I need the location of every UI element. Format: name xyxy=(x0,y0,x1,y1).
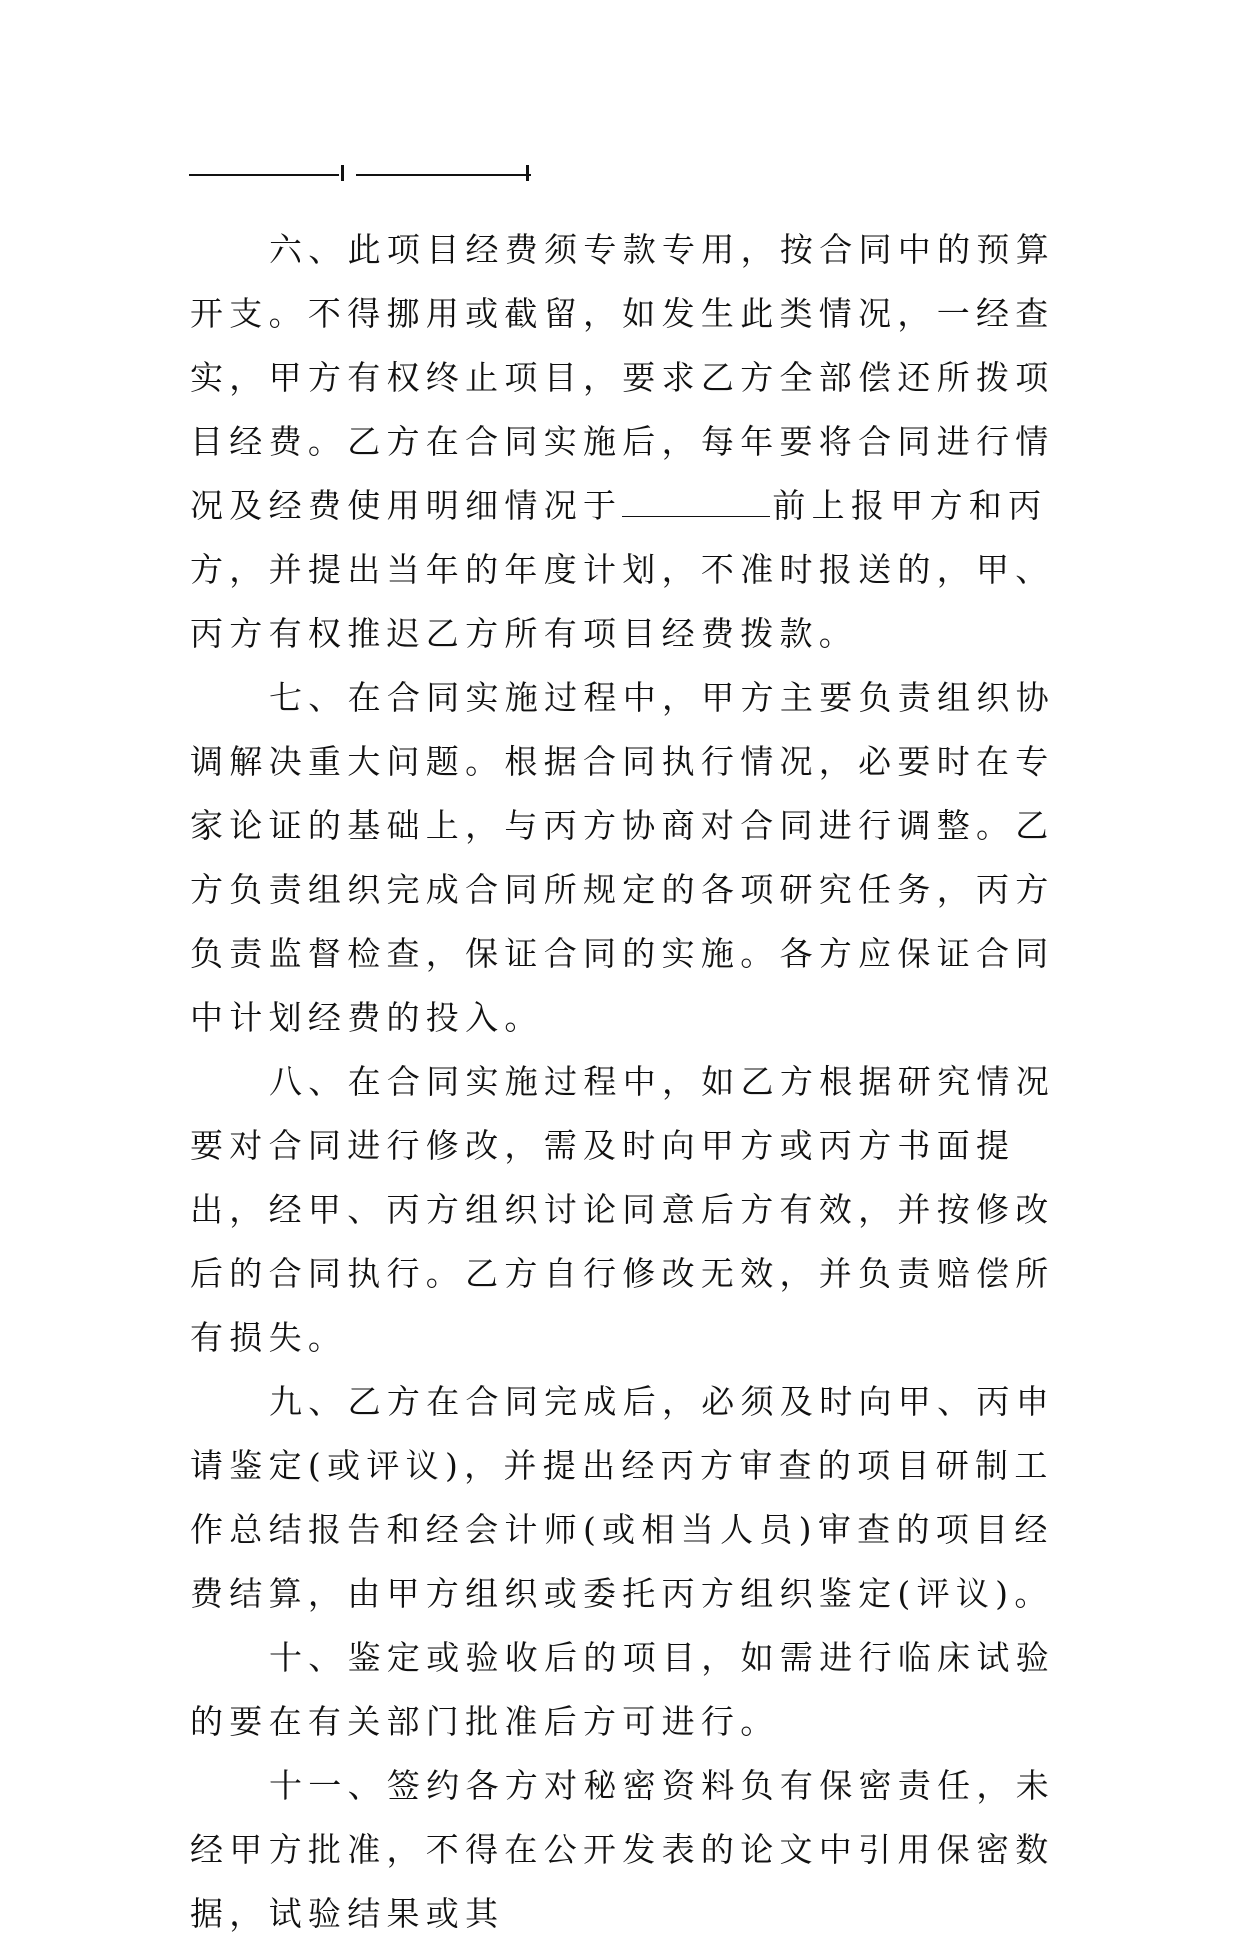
report-date-blank[interactable] xyxy=(622,488,770,517)
clause-6 xyxy=(190,218,1070,666)
clause-10: 十、鉴定或验收后的项目，如需进行临床试验的要在有关部门批准后方可进行。 xyxy=(190,1638,1055,1741)
clause-6-text-before-blank: 六、此项目经费须专款专用，按合同中的预算开支。不得挪用或截留，如发生此类情况，一经查实，甲方有权终止项目，要求乙方全部偿还所拨项目经费。乙方在合同实施后，每年要将合同进行情况及经费使用明细情况于 xyxy=(190,230,1055,525)
clause-6-text-after-blank: 前上报甲方和丙方，并提出当年的年度计划，不准时报送的，甲、丙方有权推迟乙方所有项目经费拨款。 xyxy=(190,486,1055,653)
clause-7: 七、在合同实施过程中，甲方主要负责组织协调解决重大问题。根据合同执行情况，必要时在专家论证的基础上，与丙方协商对合同进行调整。乙方负责组织完成合同所规定的各项研究任务，丙方负责监督检查，保证合同的实施。各方应保证合同中计划经费的投入。 xyxy=(190,678,1055,1037)
clause-11: 十一、签约各方对秘密资料负有保密责任，未经甲方批准，不得在公开发表的论文中引用保密数据，试验结果或其 xyxy=(190,1766,1055,1933)
line-end-mark xyxy=(526,165,529,181)
underline-segment xyxy=(189,174,339,176)
signature-line-fragment xyxy=(189,163,574,185)
line-divider-mark xyxy=(341,165,344,181)
underline-segment xyxy=(356,174,531,176)
clause-9: 九、乙方在合同完成后，必须及时向甲、丙申请鉴定(或评议)，并提出经丙方审查的项目研制工作总结报告和经会计师(或相当人员)审查的项目经费结算，由甲方组织或委托丙方组织鉴定(评议)。 xyxy=(190,1382,1055,1613)
clause-8: 八、在合同实施过程中，如乙方根据研究情况要对合同进行修改，需及时向甲方或丙方书面提出，经甲、丙方组织讨论同意后方有效，并按修改后的合同执行。乙方自行修改无效，并负责赔偿所有损失。 xyxy=(190,1062,1055,1357)
contract-body xyxy=(190,218,1070,1946)
